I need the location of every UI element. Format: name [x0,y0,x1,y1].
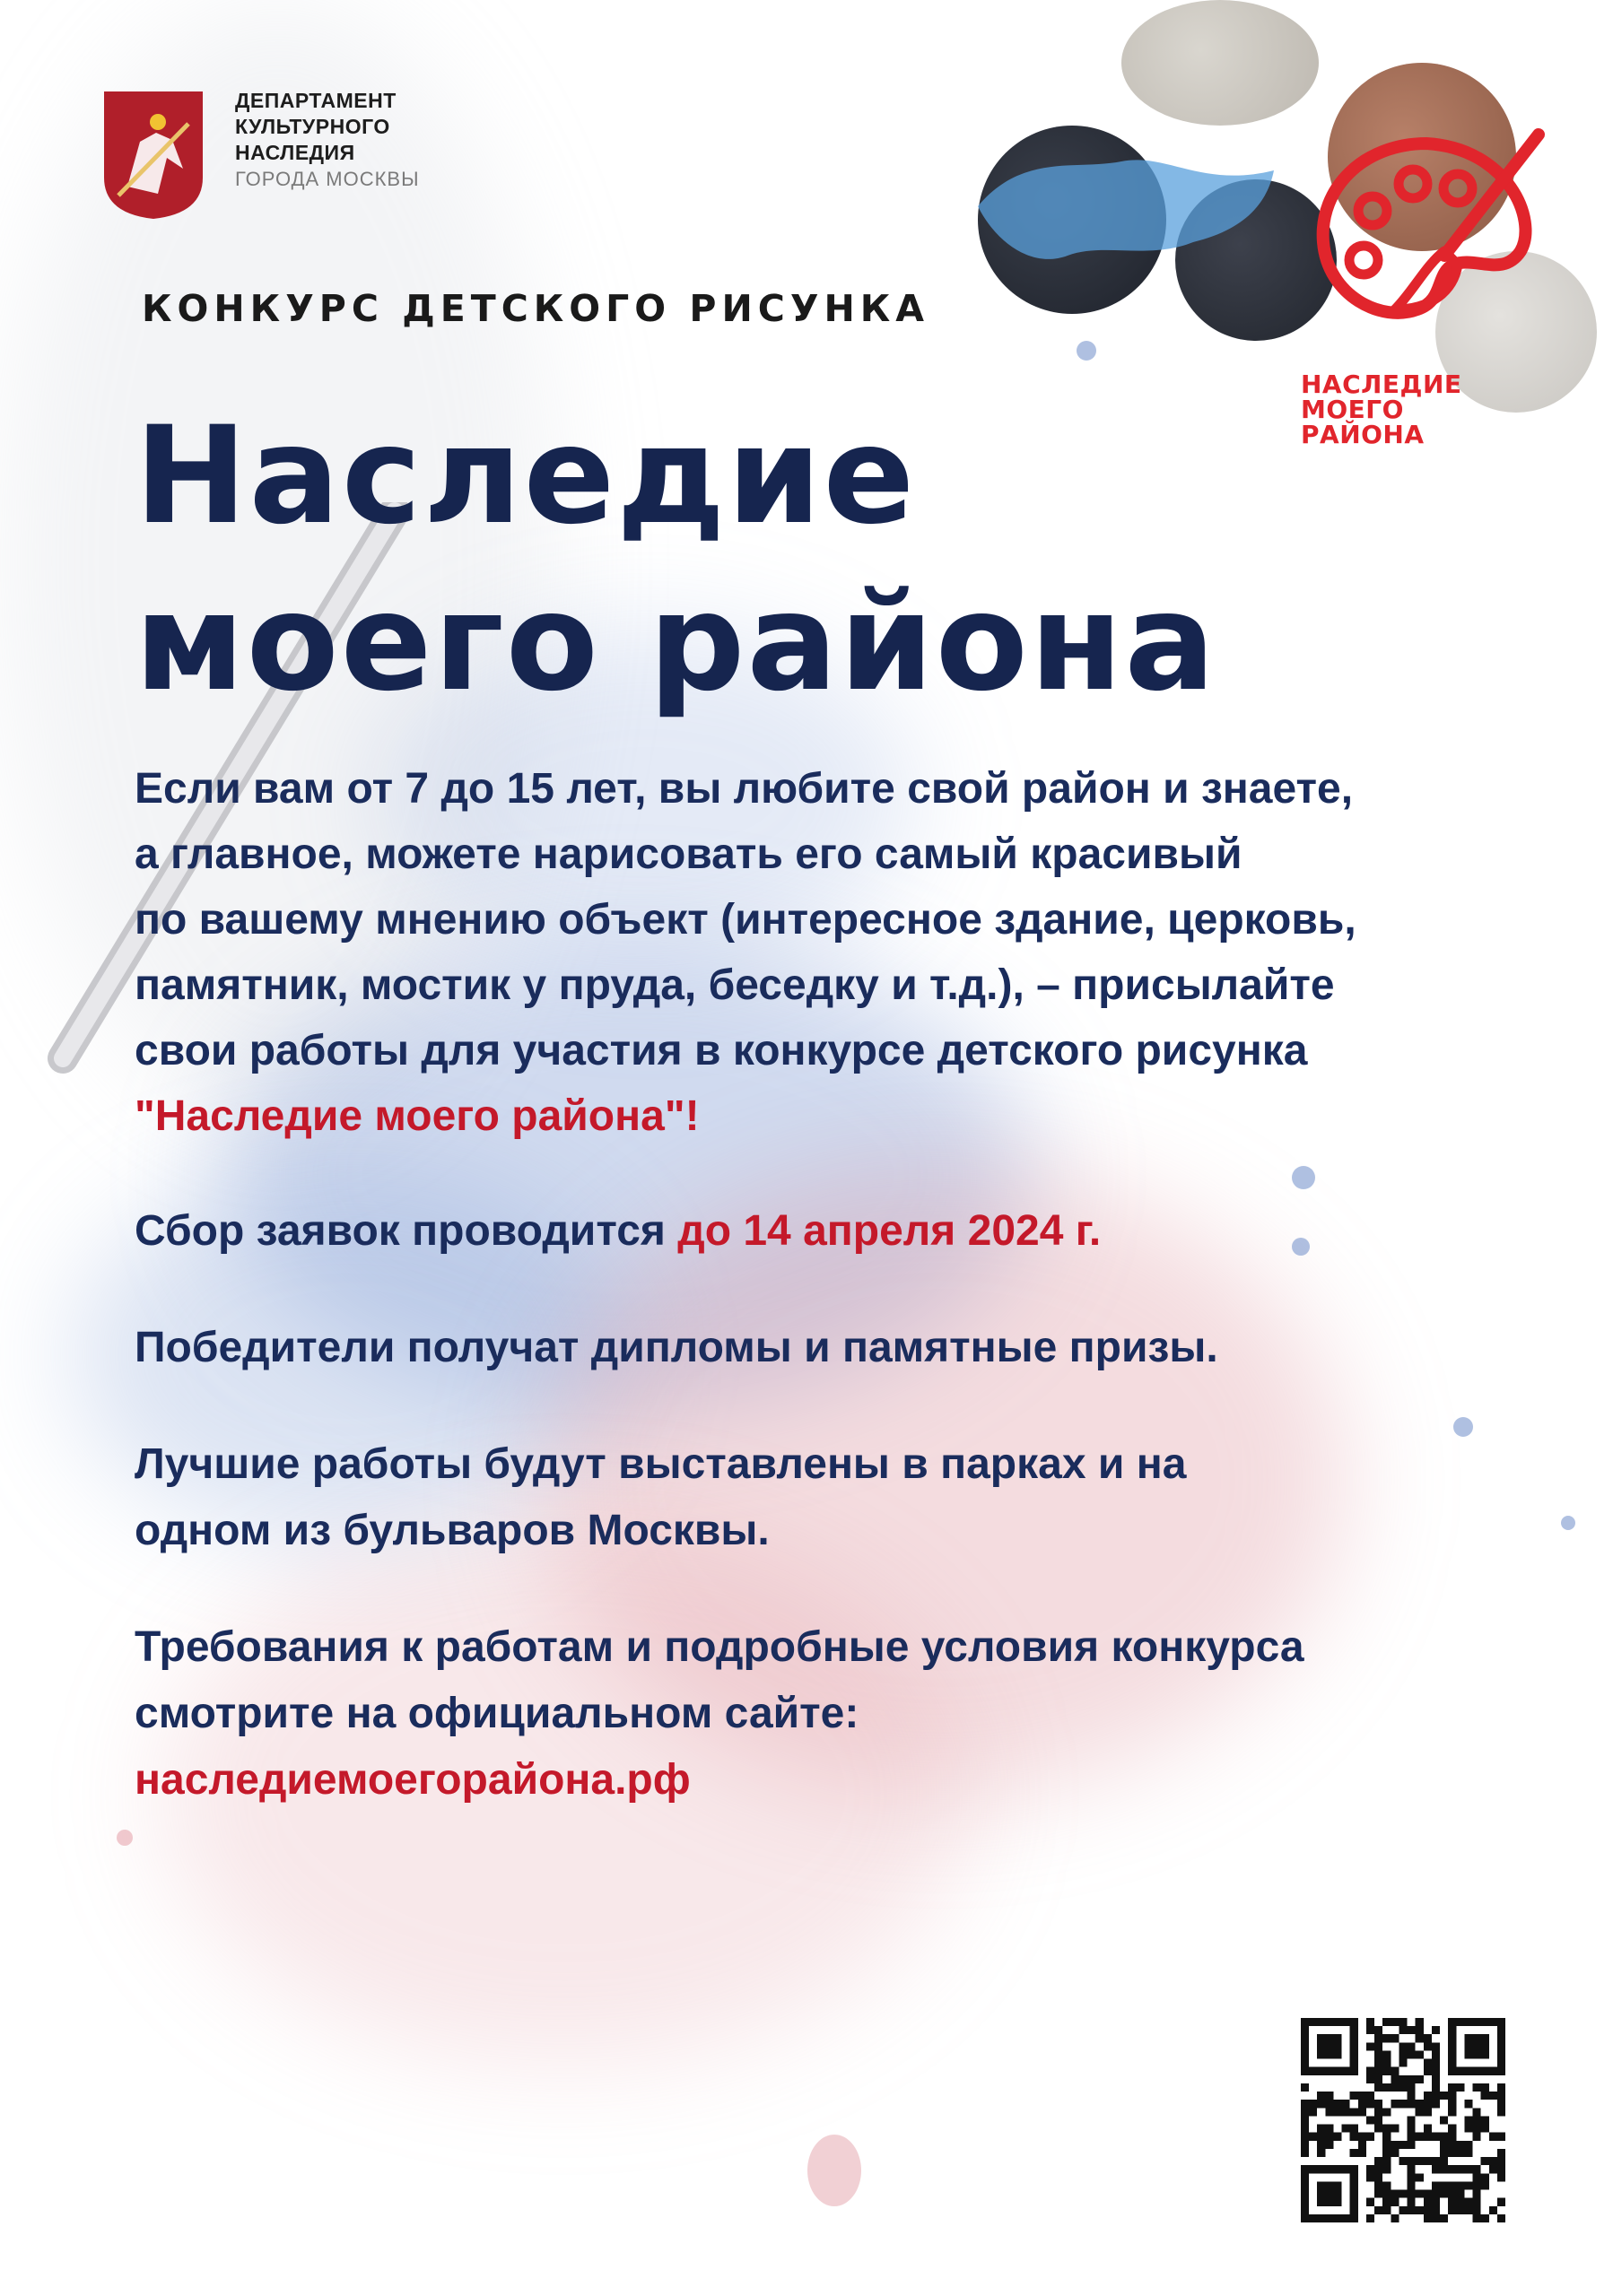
title-line: моего района [135,565,1217,721]
contest-label: КОНКУРС ДЕТСКОГО РИСУНКА [142,287,930,330]
department-line: НАСЛЕДИЯ [235,141,355,164]
brand-name [1301,372,1462,448]
intro-line: по вашему мнению объект (интересное здание, церковь, [135,896,1356,944]
brand-line: МОЕГО [1301,395,1404,424]
palette-brush-icon [1301,117,1561,341]
website-link[interactable]: наследиемоегорайона.рф [135,1756,691,1804]
brand-line: НАСЛЕДИЕ [1301,370,1462,399]
department-line: ДЕПАРТАМЕНТ [235,89,397,112]
department-name [235,88,420,192]
body-text [135,762,1534,1807]
page-title [135,393,1217,726]
paint-dot [1077,341,1096,361]
qr-code-icon[interactable] [1301,2018,1505,2222]
deadline-date: до 14 апреля 2024 г. [677,1207,1102,1255]
blue-splash-decoration [969,135,1292,278]
brand-logo [1301,117,1570,449]
exhibition-line: Лучшие работы будут выставлены в парках и на [135,1440,1187,1488]
intro-line: памятник, мостик у пруда, беседку и т.д.), – присылайте [135,961,1335,1009]
brand-line: РАЙОНА [1301,420,1425,449]
intro-line: а главное, можете нарисовать его самый красивый [135,831,1242,878]
deadline-prefix: Сбор заявок проводится [135,1207,678,1255]
department-city: ГОРОДА МОСКВЫ [235,168,420,190]
paint-dot [1561,1516,1575,1530]
intro-line: Если вам от 7 до 15 лет, вы любите свой район и знаете, [135,765,1354,813]
paint-pan-decoration [1121,0,1319,126]
prizes-line: Победители получат дипломы и памятные призы. [135,1324,1218,1371]
exhibition-line: одном из бульваров Москвы. [135,1507,770,1554]
department-line: КУЛЬТУРНОГО [235,115,390,138]
paint-dot [807,2135,861,2206]
contest-name: "Наследие моего района"! [135,1092,700,1140]
deadline-line [135,1205,1534,1258]
intro-line: свои работы для участия в конкурсе детского рисунка [135,1027,1308,1074]
paint-dot [117,1830,133,1846]
department-logo [100,88,420,222]
requirements-line: смотрите на официальном сайте: [135,1690,859,1737]
moscow-coat-of-arms-icon [100,88,206,222]
requirements-line: Требования к работам и подробные условия конкурса [135,1623,1304,1671]
title-line: Наследие [135,398,917,554]
